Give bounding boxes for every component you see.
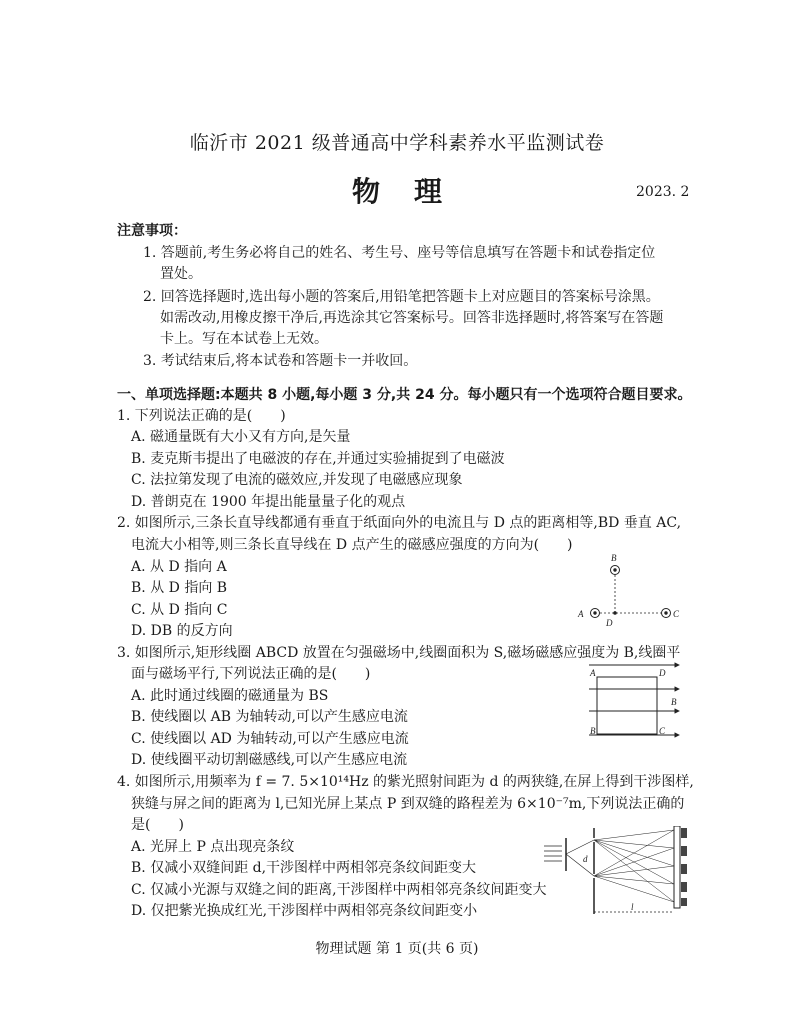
figure-label-a: A: [578, 609, 584, 619]
section-heading: 一、单项选择题:本题共 8 小题,每小题 3 分,共 24 分。每小题只有一个选项符合题目要求。: [117, 387, 692, 403]
note-line: 2. 回答选择题时,选出每小题的答案后,用铅笔把答题卡上对应题目的答案标号涂黑。: [143, 289, 660, 305]
note-line: 置处。: [160, 266, 202, 282]
note-line: 1. 答题前,考生务必将自己的姓名、考生号、座号等信息填写在答题卡和试卷指定位: [143, 245, 656, 261]
note-line: 3. 考试结束后,将本试卷和答题卡一并收回。: [143, 353, 418, 369]
question-3-option-a: A. 此时通过线圈的磁通量为 BS: [131, 688, 329, 704]
question-2-option-c: C. 从 D 指向 C: [131, 602, 228, 618]
question-4-option-a: A. 光屏上 P 点出现亮条纹: [131, 839, 295, 855]
figure-label-b: B: [590, 726, 596, 736]
question-3-stem-cont: 面与磁场平行,下列说法正确的是( ): [131, 666, 371, 682]
figure-label-l: l: [631, 902, 634, 912]
notes-heading: 注意事项：: [117, 223, 187, 239]
note-line: 如需改动,用橡皮擦干净后,再选涂其它答案标号。回答非选择题时,将答案写在答题: [160, 310, 664, 326]
question-2-option-d: D. DB 的反方向: [131, 623, 233, 639]
figure-label-field-b: B: [671, 697, 677, 707]
question-4-option-c: C. 仅减小光源与双缝之间的距离,干涉图样中两相邻亮条纹间距变大: [131, 882, 547, 898]
figure-label-d: D: [606, 618, 613, 628]
question-3-option-b: B. 使线圈以 AB 为轴转动,可以产生感应电流: [131, 709, 408, 725]
question-4-option-b: B. 仅减小双缝间距 d,干涉图样中两相邻亮条纹间距变大: [131, 860, 477, 876]
question-2-option-a: A. 从 D 指向 A: [131, 559, 227, 575]
figure-label-c: C: [673, 609, 680, 619]
question-4-option-d: D. 仅把紫光换成红光,干涉图样中两相邻亮条纹间距变小: [131, 903, 478, 919]
question-3-stem: 3. 如图所示,矩形线圈 ABCD 放置在匀强磁场中,线圈面积为 S,磁场磁感应强度为 B,线圈平: [117, 645, 681, 661]
question-3-option-d: D. 使线圈平动切割磁感线,可以产生感应电流: [131, 752, 408, 768]
question-1-option-d: D. 普朗克在 1900 年提出能量量子化的观点: [131, 494, 406, 510]
question-1-option-c: C. 法拉第发现了电流的磁效应,并发现了电磁感应现象: [131, 472, 463, 488]
question-3-option-c: C. 使线圈以 AD 为轴转动,可以产生感应电流: [131, 731, 409, 747]
figure-label-b: B: [611, 553, 617, 563]
figure-double-slit: [542, 826, 692, 920]
figure-label-c: C: [659, 726, 666, 736]
question-2-stem-cont: 电流大小相等,则三条长直导线在 D 点产生的磁感应强度的方向为( ): [131, 537, 573, 553]
question-1-stem: 1. 下列说法正确的是( ): [117, 408, 286, 424]
question-1-option-b: B. 麦克斯韦提出了电磁波的存在,并通过实验捕捉到了电磁波: [131, 451, 505, 467]
figure-label-d: D: [659, 668, 666, 678]
question-2-option-b: B. 从 D 指向 B: [131, 580, 228, 596]
figure-coil-in-field: [585, 655, 685, 743]
figure-label-d: d: [583, 854, 588, 864]
question-4-stem-cont: 是( ): [131, 817, 184, 833]
figure-label-a: A: [590, 668, 596, 678]
page-footer: 物理试题 第 1 页(共 6 页): [315, 941, 479, 957]
question-4-stem: 4. 如图所示,用频率为 f = 7. 5×10¹⁴Hz 的紫光照射间距为 d 的两狭缝,在屏上得到干涉图样,: [117, 774, 694, 790]
exam-date: 2023. 2: [636, 184, 690, 200]
exam-title: 临沂市 2021 级普通高中学科素养水平监测试卷: [189, 132, 605, 154]
question-4-stem-cont: 狭缝与屏之间的距离为 l,已知光屏上某点 P 到双缝的路程差为 6×10⁻⁷m,下列说法正确的: [131, 796, 685, 812]
figure-three-wires: [570, 550, 690, 630]
note-line: 卡上。写在本试卷上无效。: [160, 331, 328, 347]
subject-title: 物理: [351, 175, 476, 208]
question-1-option-a: A. 磁通量既有大小又有方向,是矢量: [131, 429, 351, 445]
question-2-stem: 2. 如图所示,三条长直导线都通有垂直于纸面向外的电流且与 D 点的距离相等,BD 垂直 AC,: [117, 515, 682, 531]
